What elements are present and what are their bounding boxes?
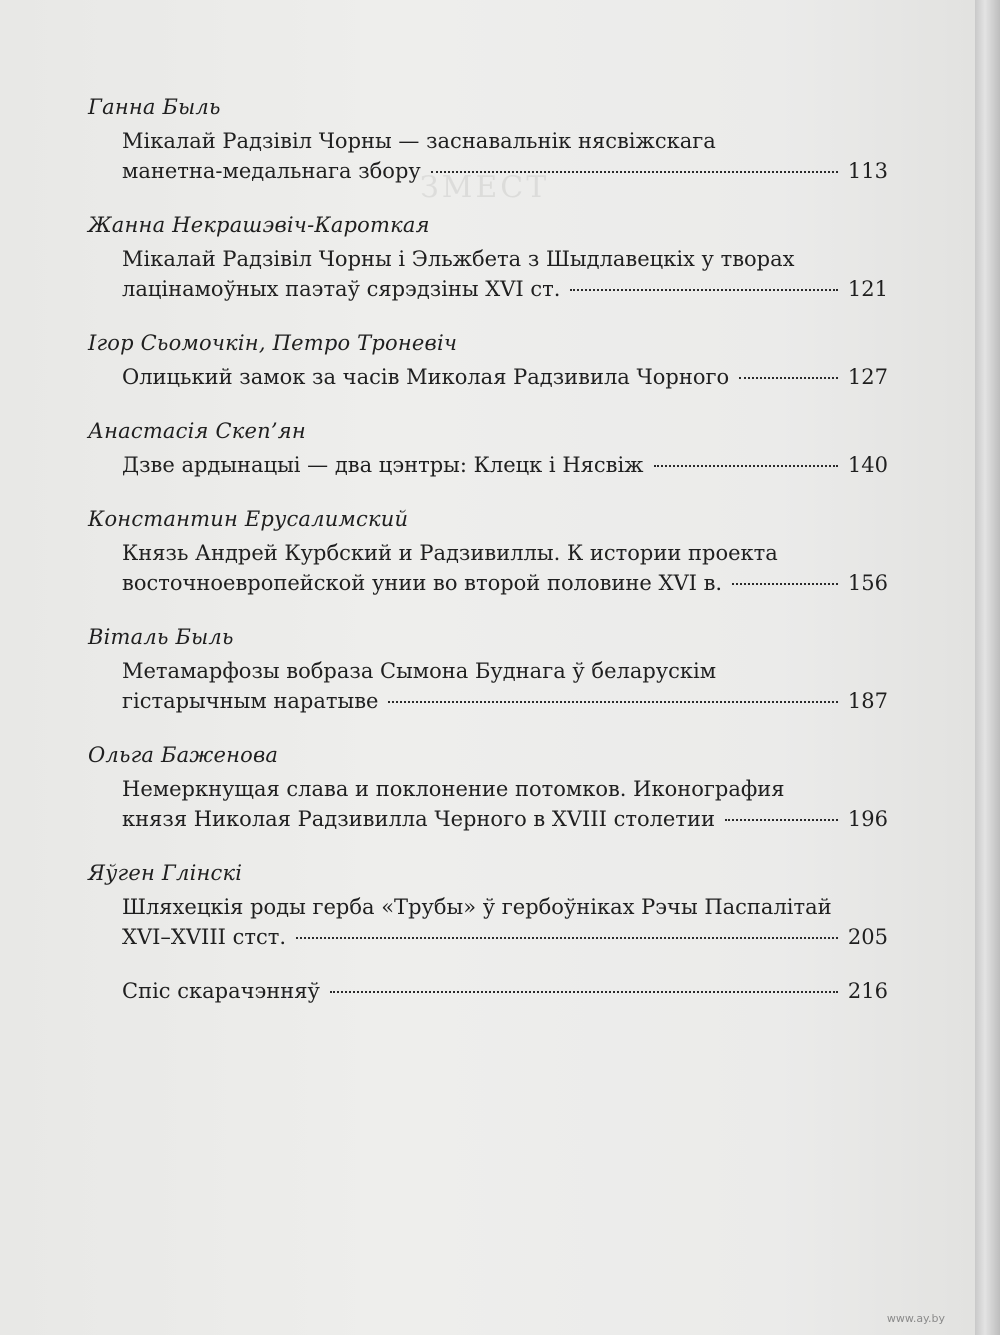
toc-entry-title-line: Шляхецкія роды герба «Трубы» ў гербоўніках Рэчы Паспалітай xyxy=(122,895,832,919)
abbreviations-block xyxy=(122,976,888,1006)
toc-entry-author: Ганна Быль xyxy=(88,95,221,119)
page-number: 216 xyxy=(847,979,888,1003)
dot-leader xyxy=(732,583,838,585)
toc-entry-title-line: Метамарфозы вобраза Сымона Буднага ў беларускім xyxy=(122,659,717,683)
toc-entry xyxy=(88,622,888,716)
toc-entry-title-text: Дзве ардынацыі — два цэнтры: Клецк і Нясвіж xyxy=(122,453,644,477)
toc-entry-title-text: лацінамоўных паэтаў сярэдзіны XVI ст. xyxy=(122,277,561,301)
dot-leader xyxy=(725,819,838,821)
dot-leader xyxy=(654,465,838,467)
abbreviations-label: Спіс скарачэнняў xyxy=(122,979,320,1003)
watermark: www.ay.by xyxy=(886,1312,945,1325)
dot-leader xyxy=(296,937,838,939)
toc-entry-abbreviations xyxy=(88,976,888,1006)
table-of-contents xyxy=(88,92,888,1030)
toc-entry-last-line xyxy=(122,156,888,186)
toc-entry-title xyxy=(122,362,888,392)
toc-entry xyxy=(88,210,888,304)
toc-entry-last-line xyxy=(122,686,888,716)
toc-entry-last-line xyxy=(122,450,888,480)
page-number: 140 xyxy=(847,453,888,477)
toc-entry-title-line: Немеркнущая слава и поклонение потомков. Иконография xyxy=(122,777,785,801)
toc-entry xyxy=(88,504,888,598)
page-number: 156 xyxy=(847,571,888,595)
toc-entry-last-line xyxy=(122,568,888,598)
toc-entry-title xyxy=(122,126,888,186)
toc-entry-title-text: Олицький замок за часів Миколая Радзивила Чорного xyxy=(122,365,730,389)
toc-entry-author: Віталь Быль xyxy=(88,625,234,649)
toc-entry-last-line xyxy=(122,362,888,392)
toc-entry-title-line: Князь Андрей Курбский и Радзивиллы. К истории проекта xyxy=(122,541,778,565)
toc-entry-title xyxy=(122,450,888,480)
dot-leader xyxy=(431,171,838,173)
page-number: 187 xyxy=(847,689,888,713)
page-edge xyxy=(975,0,1000,1335)
toc-entry-title-text: XVI–XVIII стст. xyxy=(122,925,287,949)
toc-entry xyxy=(88,92,888,186)
toc-entry-title-line: Мікалай Радзівіл Чорны і Эльжбета з Шыдлавецкіх у творах xyxy=(122,247,795,271)
toc-entry-author: Ольга Баженова xyxy=(88,743,279,767)
toc-entry xyxy=(88,328,888,392)
toc-entry-title xyxy=(122,892,888,952)
toc-entry-title xyxy=(122,244,888,304)
toc-entry-author: Константин Ерусалимский xyxy=(88,507,409,531)
abbreviations-line xyxy=(122,976,888,1006)
dot-leader xyxy=(388,701,837,703)
toc-entry xyxy=(88,416,888,480)
toc-entry-title xyxy=(122,656,888,716)
toc-entry-title-line: Мікалай Радзівіл Чорны — заснавальнік нясвіжскага xyxy=(122,129,716,153)
toc-entry-title xyxy=(122,774,888,834)
toc-entry-last-line xyxy=(122,274,888,304)
page-number: 127 xyxy=(847,365,888,389)
dot-leader xyxy=(570,289,837,291)
bleed-through-heading: ЗМЕСТ xyxy=(420,170,550,205)
toc-entry-last-line xyxy=(122,922,888,952)
toc-entry xyxy=(88,858,888,952)
toc-entry xyxy=(88,740,888,834)
toc-entry-title xyxy=(122,538,888,598)
dot-leader xyxy=(330,991,838,993)
page-number: 121 xyxy=(847,277,888,301)
page-number: 196 xyxy=(847,807,888,831)
toc-entry-author: Ігор Сьомочкін, Петро Троневіч xyxy=(88,331,458,355)
toc-entry-last-line xyxy=(122,804,888,834)
toc-entry-author: Яўген Глінскі xyxy=(88,861,243,885)
toc-entry-author: Анастасія Скеп’ян xyxy=(88,419,306,443)
toc-entry-title-text: гістарычным наратыве xyxy=(122,689,379,713)
toc-entry-title-text: манетна-медальнага збору xyxy=(122,159,421,183)
toc-entry-title-text: князя Николая Радзивилла Черного в XVIII столетии xyxy=(122,807,715,831)
dot-leader xyxy=(739,377,838,379)
page-number: 113 xyxy=(847,159,888,183)
page-number: 205 xyxy=(847,925,888,949)
toc-entry-title-text: восточноевропейской унии во второй половине XVI в. xyxy=(122,571,723,595)
toc-entry-author: Жанна Некрашэвіч-Кароткая xyxy=(88,213,430,237)
